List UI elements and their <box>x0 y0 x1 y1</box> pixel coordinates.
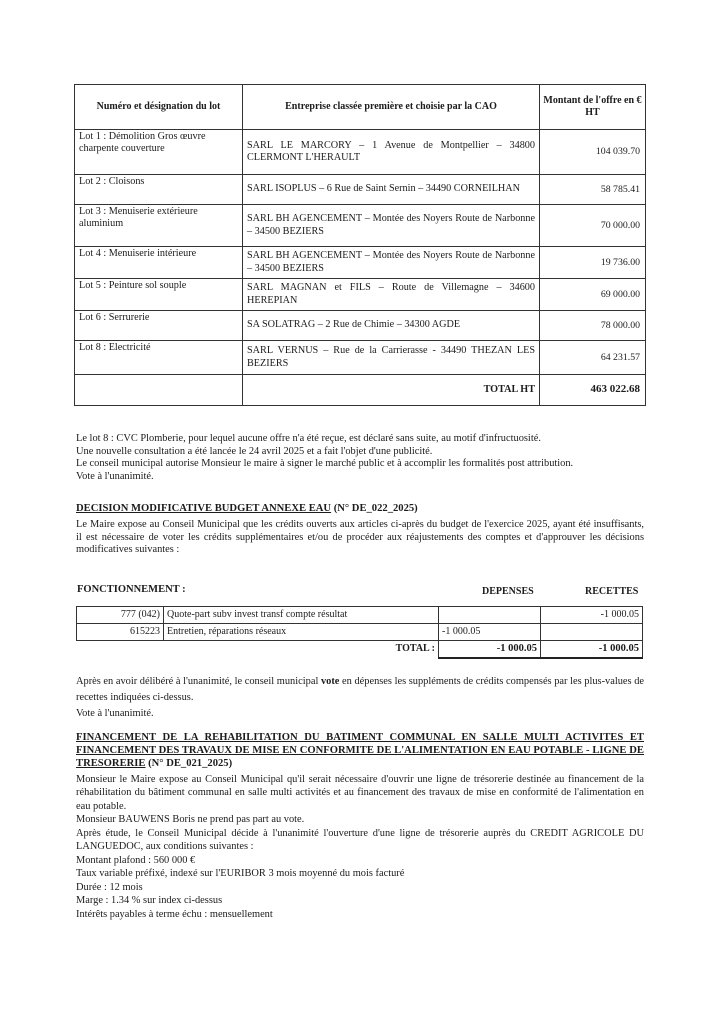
entreprise-cell: SARL BH AGENCEMENT – Montée des Noyers Route de Narbonne – 34500 BEZIERS <box>243 247 540 279</box>
montant-cell: 104 039.70 <box>540 130 646 175</box>
depenses-header: DEPENSES <box>482 586 534 597</box>
account-code: 615223 <box>77 624 164 641</box>
financement-para1: Monsieur le Maire expose au Conseil Municipal qu'il serait nécessaire d'ouvrir une ligne de trésorerie destinée au financement de la réhabilitation du bâtiment communal en salle multi activités et au financement des travaux de mise en conformité de l'alimentation en eau potable. <box>76 773 644 812</box>
decision-budget-section <box>76 503 644 557</box>
recettes-cell <box>541 624 643 641</box>
decision-budget-outro <box>76 674 644 706</box>
header-entreprise: Entreprise classée première et choisie par la CAO <box>243 85 540 130</box>
table-row <box>75 311 646 341</box>
montant-cell: 64 231.57 <box>540 341 646 375</box>
text-line: Vote à l'unanimité. <box>76 471 154 483</box>
table-row <box>77 607 643 624</box>
entreprise-cell: SA SOLATRAG – 2 Rue de Chimie – 34300 AGDE <box>243 311 540 341</box>
table-row <box>75 341 646 375</box>
account-label: Quote-part subv invest transf compte résultat <box>164 607 439 624</box>
decision-budget-intro: Le Maire expose au Conseil Municipal que les crédits ouverts aux articles ci-après du budget de l'exercice 2025, ayant été insuffisants, il est nécessaire de voter les crédits supplémentaires et/ou de procéder aux réajustements des comptes et d'approuver les décisions modificatives suivantes : <box>76 518 644 556</box>
total-ht-value: 463 022.68 <box>540 375 646 406</box>
table-row <box>75 130 646 175</box>
total-empty-cell <box>75 375 243 406</box>
recettes-header: RECETTES <box>585 586 639 597</box>
table-row <box>75 247 646 279</box>
condition-line: Intérêts payables à terme échu : mensuellement <box>76 908 273 920</box>
text-line: Le conseil municipal autorise Monsieur le maire à signer le marché public et à accomplir les formalités post attribution. <box>76 458 574 470</box>
condition-line: Marge : 1.34 % sur index ci-dessus <box>76 895 223 907</box>
blank-cell <box>77 641 164 659</box>
decision-budget-title: DECISION MODIFICATIVE BUDGET ANNEXE EAU <box>76 503 332 514</box>
financement-section <box>76 731 644 921</box>
lot8-paragraph <box>76 433 644 484</box>
header-montant: Montant de l'offre en € HT <box>540 85 646 130</box>
section-heading <box>76 731 644 771</box>
financement-para3: Après étude, le Conseil Municipal décide à l'unanimité l'ouverture d'une ligne de trésorerie auprès du CREDIT AGRICOLE DU LANGUEDOC, aux conditions suivantes : <box>76 827 644 853</box>
lots-table-header <box>75 85 646 130</box>
condition-line: Montant plafond : 560 000 € <box>76 854 196 866</box>
table-row <box>75 279 646 311</box>
account-label: Entretien, réparations réseaux <box>164 624 439 641</box>
budget-total-label: TOTAL : <box>395 643 435 655</box>
recettes-cell: -1 000.05 <box>541 607 643 624</box>
account-code: 777 (042) <box>77 607 164 624</box>
condition-line: Taux variable préfixé, indexé sur l'EURIBOR 3 mois moyenné du mois facturé <box>76 868 405 880</box>
decision-budget-ref: (N° DE_022_2025) <box>331 503 418 514</box>
budget-total-depenses: -1 000.05 <box>439 641 541 659</box>
lot-cell: Lot 1 : Démolition Gros œuvre charpente couverture <box>75 130 243 175</box>
header-lot: Numéro et désignation du lot <box>75 85 243 130</box>
montant-cell: 19 736.00 <box>540 247 646 279</box>
outro-text-start: Après en avoir délibéré à l'unanimité, le conseil municipal <box>76 676 321 687</box>
entreprise-cell: SARL VERNUS – Rue de la Carrierasse - 34490 THEZAN LES BEZIERS <box>243 341 540 375</box>
table-row <box>75 175 646 205</box>
entreprise-cell: SARL ISOPLUS – 6 Rue de Saint Sernin – 34490 CORNEILHAN <box>243 175 540 205</box>
financement-ref: (N° DE_021_2025) <box>145 758 233 770</box>
lots-table <box>74 84 646 406</box>
montant-cell: 70 000.00 <box>540 205 646 247</box>
total-ht-label: TOTAL HT <box>243 375 540 406</box>
total-row <box>75 375 646 406</box>
montant-cell: 69 000.00 <box>540 279 646 311</box>
text-line: Une nouvelle consultation a été lancée le 24 avril 2025 et a fait l'objet d'une publicité. <box>76 445 433 457</box>
entreprise-cell: SARL LE MARCORY – 1 Avenue de Montpellier – 34800 CLERMONT L'HERAULT <box>243 130 540 175</box>
montant-cell: 78 000.00 <box>540 311 646 341</box>
section-heading <box>76 503 644 516</box>
budget-total-row <box>77 641 643 659</box>
condition-line: Durée : 12 mois <box>76 881 143 893</box>
financement-para2: Monsieur BAUWENS Boris ne prend pas part au vote. <box>76 814 305 826</box>
decision-budget-vote <box>76 708 644 721</box>
depenses-cell <box>439 607 541 624</box>
budget-total-recettes: -1 000.05 <box>541 641 643 659</box>
table-row <box>77 624 643 641</box>
lot-cell: Lot 3 : Menuiserie extérieure aluminium <box>75 205 243 247</box>
entreprise-cell: SARL MAGNAN et FILS – Route de Villemagne – 34600 HEREPIAN <box>243 279 540 311</box>
budget-table <box>76 606 643 659</box>
outro-paragraph <box>76 674 644 706</box>
outro-vote-word: vote <box>320 676 340 687</box>
text-line: Le lot 8 : CVC Plomberie, pour lequel aucune offre n'a été reçue, est déclaré sans suite, au motif d'infructuosité. <box>76 433 541 444</box>
vote-line: Vote à l'unanimité. <box>76 708 154 719</box>
fonctionnement-label: FONCTIONNEMENT : <box>77 584 186 595</box>
lot-cell: Lot 8 : Electricité <box>75 341 243 375</box>
lot-cell: Lot 5 : Peinture sol souple <box>75 279 243 311</box>
lot-cell: Lot 6 : Serrurerie <box>75 311 243 341</box>
montant-cell: 58 785.41 <box>540 175 646 205</box>
depenses-cell: -1 000.05 <box>439 624 541 641</box>
table-row <box>75 205 646 247</box>
lot-cell: Lot 2 : Cloisons <box>75 175 243 205</box>
entreprise-cell: SARL BH AGENCEMENT – Montée des Noyers Route de Narbonne – 34500 BEZIERS <box>243 205 540 247</box>
financement-title: FINANCEMENT DE LA REHABILITATION DU BATIMENT COMMUNAL EN SALLE MULTI ACTIVITES ET FINANCEMENT DES TRAVAUX DE MISE EN CONFORMITE DE L'ALIMENTATION EN EAU POTABLE - LIGNE DE TRESORERIE <box>76 732 644 770</box>
outro-text-end: en dépenses les suppléments de crédits compensés par les plus-values de recettes indiquées ci-dessus. <box>76 676 644 704</box>
lot-cell: Lot 4 : Menuiserie intérieure <box>75 247 243 279</box>
